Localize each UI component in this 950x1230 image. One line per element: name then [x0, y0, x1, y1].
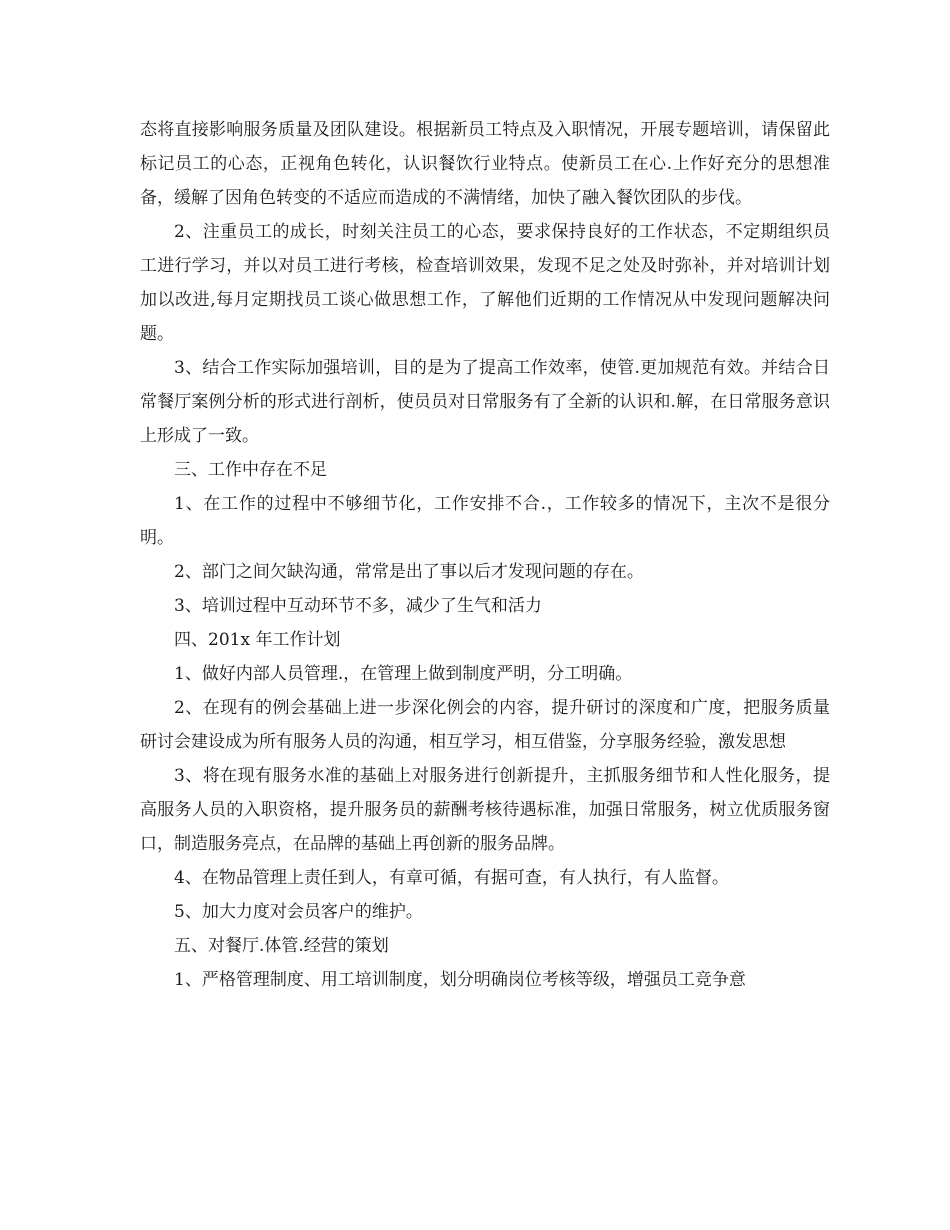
paragraph-2: 2、注重员工的成长，时刻关注员工的心态，要求保持良好的工作状态，不定期组织员工进行学习，并以对员工进行考核，检查培训效果，发现不足之处及时弥补，并对培训计划加以改进,每月定期找员工谈心做思想工作，了解他们近期的工作情况从中发现问题解决问题。	[140, 222, 830, 344]
paragraph-6: 2、部门之间欠缺沟通，常常是出了事以后才发现问题的存在。	[174, 562, 644, 582]
paragraph-10: 2、在现有的例会基础上进一步深化例会的内容，提升研讨的深度和广度，把服务质量研讨会建设成为所有服务人员的沟通，相互学习，相互借鉴，分享服务经验，激发思想	[140, 698, 830, 752]
paragraph-9: 1、做好内部人员管理.，在管理上做到制度严明，分工明确。	[174, 664, 633, 684]
paragraph-15: 1、严格管理制度、用工培训制度，划分明确岗位考核等级，增强员工竞争意	[174, 970, 746, 990]
section-heading-5: 五、对餐厅.体管.经营的策划	[174, 936, 389, 956]
paragraph-13: 5、加大力度对会员客户的维护。	[174, 902, 423, 922]
section-heading-3: 三、工作中存在不足	[174, 460, 327, 480]
section-heading-4: 四、201x 年工作计划	[174, 630, 341, 650]
paragraph-5: 1、在工作的过程中不够细节化，工作安排不合.，工作较多的情况下，主次不是很分明。	[140, 494, 830, 548]
document-body	[140, 113, 830, 997]
paragraph-1: 态将直接影响服务质量及团队建设。根据新员工特点及入职情况，开展专题培训，请保留此标记员工的心态，正视角色转化，认识餐饮行业特点。使新员工在心.上作好充分的思想准备，缓解了因角色转变的不适应而造成的不满情绪，加快了融入餐饮团队的步伐。	[140, 120, 830, 208]
paragraph-7: 3、培训过程中互动环节不多，减少了生气和活力	[174, 596, 542, 616]
paragraph-11: 3、将在现有服务水准的基础上对服务进行创新提升，主抓服务细节和人性化服务，提高服务人员的入职资格，提升服务员的薪酬考核待遇标准，加强日常服务，树立优质服务窗口，制造服务亮点，在品牌的基础上再创新的服务品牌。	[140, 766, 830, 854]
paragraph-3: 3、结合工作实际加强培训，目的是为了提高工作效率，使管.更加规范有效。并结合日常餐厅案例分析的形式进行剖析，使员员对日常服务有了全新的认识和.解，在日常服务意识上形成了一致。	[140, 358, 830, 446]
paragraph-12: 4、在物品管理上责任到人，有章可循，有据可查，有人执行，有人监督。	[174, 868, 729, 888]
